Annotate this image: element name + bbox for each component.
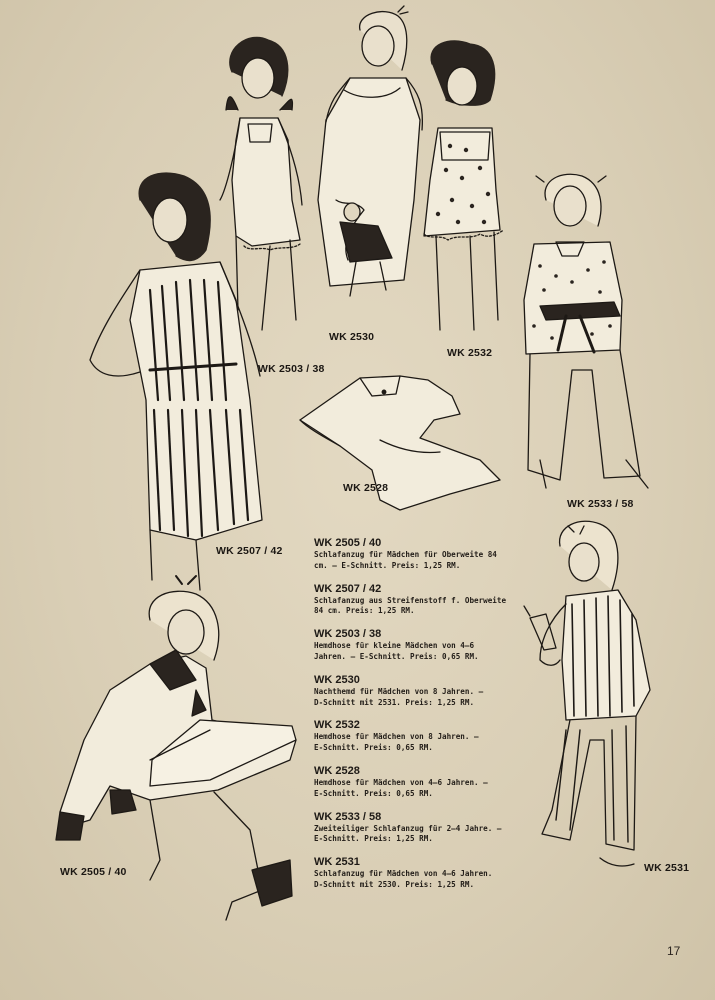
entry-description: Schlafanzug für Mädchen für Oberweite 84 cm. — E-Schnitt. Preis: 1,25 RM. [314,550,497,570]
figure-wk2531 [524,521,650,866]
entry-description: Schlafanzug für Mädchen von 4—6 Jahren. D-Schnitt mit 2530. Preis: 1,25 RM. [314,869,493,889]
figure-wk2530 [318,6,422,296]
entry [314,627,514,663]
entry [314,718,514,754]
entry-description: Hemdhose für kleine Mädchen von 4—6 Jahren. — E-Schnitt. Preis: 0,65 RM. [314,641,479,661]
entry [314,673,514,709]
entry [314,855,514,891]
entry-code: WK 2531 [314,856,360,869]
entry-code: WK 2503 / 38 [314,628,382,641]
figure-wk2532 [424,41,504,330]
label-wk2532: WK 2532 [447,347,493,359]
label-wk2533: WK 2533 / 58 [567,498,634,510]
entry-code: WK 2505 / 40 [314,537,382,549]
label-wk2507: WK 2507 / 42 [216,545,283,557]
entry-description: Hemdhose für Mädchen von 4—6 Jahren. — E-Schnitt. Preis: 0,65 RM. [314,777,488,798]
label-wk2505: WK 2505 / 40 [60,866,127,878]
entry-description: Zweiteiliger Schlafanzug für 2—4 Jahre. — E-Schnitt. Preis: 1,25 RM. [314,823,502,844]
entry [314,582,514,618]
entry-description: Nachthemd für Mädchen von 8 Jahren. — D-Schnitt mit 2531. Preis: 1,25 RM. [314,686,484,707]
entry-code: WK 2530 [314,673,360,686]
entry-code: WK 2528 [314,764,360,777]
figure-wk2528 [300,376,500,510]
entry [314,810,514,846]
entry [314,536,514,572]
entry-code: WK 2532 [314,719,360,732]
label-wk2528: WK 2528 [343,482,389,494]
figure-wk2503 [220,37,302,330]
label-wk2530: WK 2530 [329,331,375,343]
entry [314,764,514,800]
entry-description: Schlafanzug aus Streifenstoff f. Oberweite 84 cm. Preis: 1,25 RM. [314,595,507,616]
entry-description: Hemdhose für Mädchen von 8 Jahren. — E-Schnitt. Preis: 0,65 RM. [314,732,479,753]
page-number: 17 [667,944,681,958]
label-wk2531: WK 2531 [644,862,690,874]
entry-code: WK 2507 / 42 [314,582,382,595]
figure-wk2533 [524,174,648,488]
pattern-descriptions [314,536,514,901]
entry-code: WK 2533 / 58 [314,810,382,823]
label-wk2503: WK 2503 / 38 [258,363,325,375]
